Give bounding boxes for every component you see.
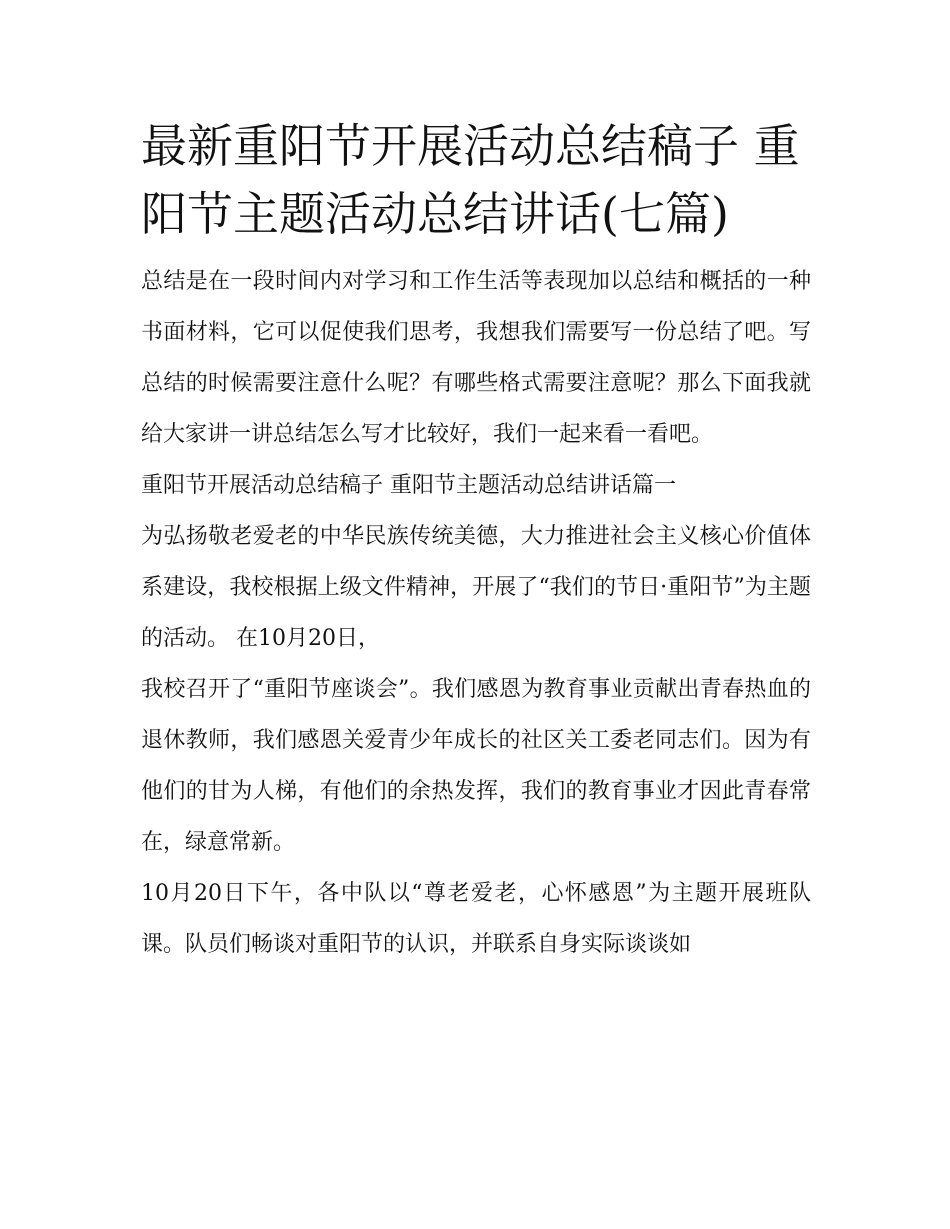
intro-paragraph: 总结是在一段时间内对学习和工作生活等表现加以总结和概括的一种书面材料，它可以促使我们思考，我想我们需要写一份总结了吧。写总结的时候需要注意什么呢？有哪些格式需要注意呢？那么下面我就给大家讲一讲总结怎么写才比较好，我们一起来看一看吧。 [141,269,811,447]
document-page [141,112,811,970]
body-paragraph-1: 为弘扬敬老爱老的中华民族传统美德，大力推进社会主义核心价值体系建设，我校根据上级文件精神，开展了“我们的节日·重阳节”为主题的活动。 在10月20日， [141,524,811,651]
body-paragraph-2: 我校召开了“重阳节座谈会”。我们感恩为教育事业贡献出青春热血的退休教师，我们感恩关爱青少年成长的社区关工委老同志们。因为有他们的甘为人梯，有他们的余热发挥，我们的教育事业才因此青春常在，绿意常新。 [141,677,811,855]
section-heading: 重阳节开展活动总结稿子 重阳节主题活动总结讲话篇一 [141,473,676,498]
body-paragraph-3: 10月20日下午，各中队以“尊老爱老，心怀感恩”为主题开展班队课。队员们畅谈对重阳节的认识，并联系自身实际谈谈如 [141,881,811,957]
document-title: 最新重阳节开展活动总结稿子 重阳节主题活动总结讲话(七篇) [141,119,800,241]
